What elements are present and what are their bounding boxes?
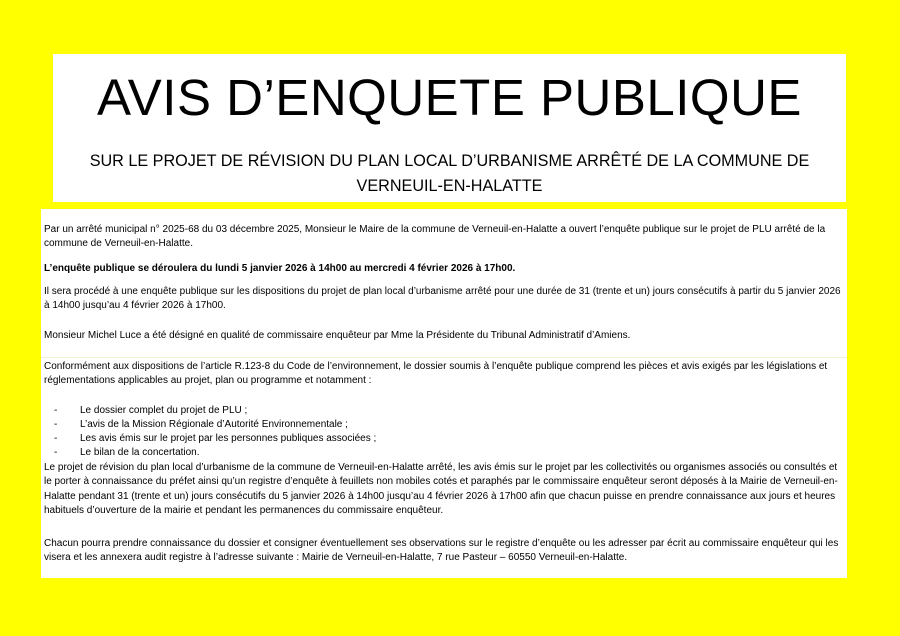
page-title: AVIS D’ENQUETE PUBLIQUE [97,69,802,126]
notice-header [53,54,846,202]
paragraph-duration: Il sera procédé à une enquête publique sur les dispositions du projet de plan local d’urbanisme arrêté pour une durée de 31 (trente et un) jours consécutifs à partir du 5 janvier 2026 à 14h00 jusqu’au 4 février 2026 à 17h00. [44,286,841,312]
notice-body [41,209,847,578]
paragraph-observations: Chacun pourra prendre connaissance du dossier et consigner éventuellement ses observations sur le registre d’enquête ou les adresser par écrit au commissaire enquêteur qui les visera et les annexera audit registre à l’adresse suivante : Mairie de Verneuil-en-Halatte, 7 rue Pasteur – 60550 Verneuil-en-Halatte. [44,538,839,564]
subtitle-line-2: VERNEUIL-EN-HALATTE [356,177,543,195]
paragraph-commissioner: Monsieur Michel Luce a été désigné en qualité de commissaire enquêteur par Mme la Présidente du Tribunal Administratif d’Amiens. [44,330,631,341]
paragraph-legal-basis: Conformément aux dispositions de l’article R.123-8 du Code de l’environnement, le dossier soumis à l’enquête publique comprend les pièces et avis exigés par les législations et réglementations applicables au projet, plan ou programme et notamment : [44,361,828,387]
list-item: - Les avis émis sur le projet par les personnes publiques associées ; [54,433,377,444]
paragraph-deposit: Le projet de révision du plan local d’urbanisme de la commune de Verneuil-en-Halatte arrêté, les avis émis sur le projet par les collectivités ou organismes associés ou consultés et le porter à connaissance du préfet ainsi qu’un registre d’enquête à feuillets non mobiles cotés et paraphés par le commissaire enquêteur seront déposés à la Mairie de Verneuil-en-Halatte pendant 31 (trente et un) jours consécutifs du 5 janvier 2026 à 14h00 jusqu’au 4 février 2026 à 17h00 afin que chacun puisse en prendre connaissance aux jours et heures habituels d’ouverture de la mairie et pendant les permanences du commissaire enquêteur. [44,462,838,516]
paragraph-decree: Par un arrêté municipal n° 2025-68 du 03 décembre 2025, Monsieur le Maire de la commune de Verneuil-en-Halatte a ouvert l’enquête publique sur le projet de PLU arrêté de la commune de Verneuil-en-Halatte. [44,224,826,250]
list-item: - Le dossier complet du projet de PLU ; [54,405,248,416]
paragraph-dates: L’enquête publique se déroulera du lundi 5 janvier 2026 à 14h00 au mercredi 4 février 2026 à 17h00. [44,263,516,274]
divider [41,357,847,358]
list-item: - L’avis de la Mission Régionale d’Autorité Environnementale ; [54,419,348,430]
page-subtitle [53,149,846,199]
subtitle-line-1: SUR LE PROJET DE RÉVISION DU PLAN LOCAL D’URBANISME ARRÊTÉ DE LA COMMUNE DE [89,152,810,170]
list-item: - Le bilan de la concertation. [54,447,200,458]
